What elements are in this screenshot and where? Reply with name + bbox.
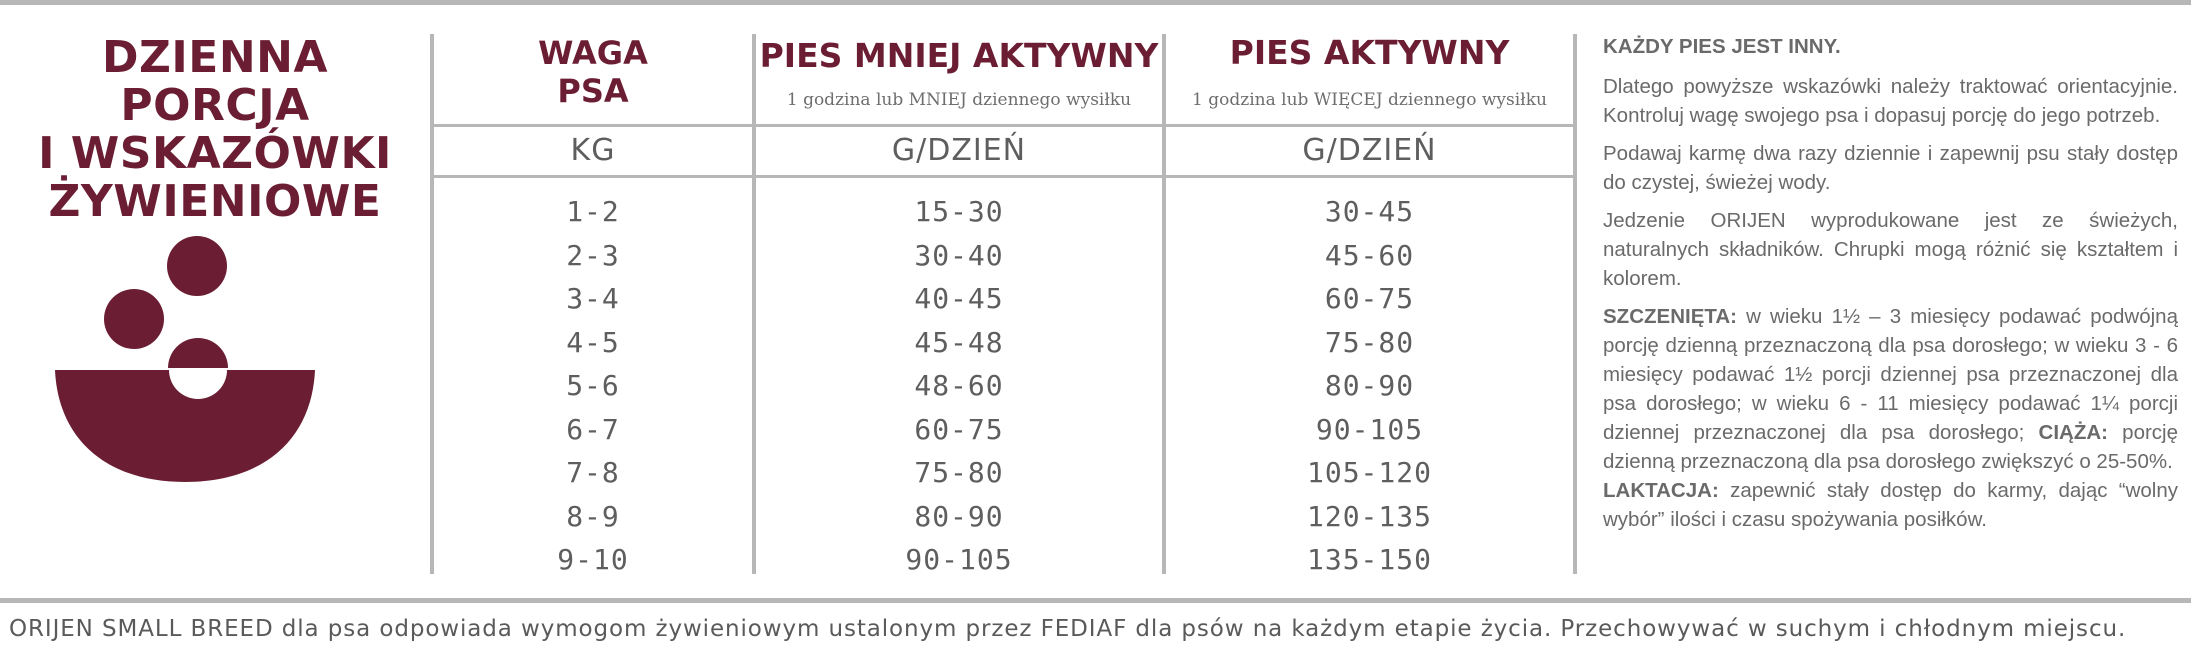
active-values xyxy=(1166,190,1573,582)
table-cell: 80-90 xyxy=(1324,369,1415,402)
bowl-with-kibble-icon xyxy=(50,232,320,487)
notes-panel xyxy=(1603,32,2178,543)
footer-note: ORIJEN SMALL BREED dla psa odpowiada wymogom żywieniowym ustalonym przez FEDIAF dla psów na każdym etapie życia. Przechowywać w suchym i chłodnym miejscu. xyxy=(9,616,2127,642)
less-active-unit: G/DZIEŃ xyxy=(891,133,1027,168)
table-cell: 60-75 xyxy=(914,412,1004,446)
lactation-label: LAKTACJA: xyxy=(1603,479,1719,502)
active-column-title: PIES AKTYWNY xyxy=(1229,33,1510,72)
table-cell: 135-150 xyxy=(1306,543,1432,576)
table-cell: 48-60 xyxy=(914,369,1004,402)
top-rule xyxy=(0,0,2191,5)
weight-unit: KG xyxy=(570,133,616,168)
puppies-label: SZCZENIĘTA: xyxy=(1603,305,1738,328)
header-divider xyxy=(432,124,1575,127)
table-divider-4 xyxy=(1573,34,1577,574)
table-cell: 2-3 xyxy=(566,238,620,272)
table-cell: 75-80 xyxy=(1324,325,1415,359)
table-cell: 120-135 xyxy=(1306,499,1432,533)
table-cell: 75-80 xyxy=(914,456,1004,489)
less-active-column-title: PIES MNIEJ AKTYWNY xyxy=(759,36,1159,75)
notes-title: KAŻDY PIES JEST INNY. xyxy=(1603,35,1841,58)
bottom-rule xyxy=(0,598,2191,603)
table-cell: 4-5 xyxy=(566,325,620,359)
table-cell: 60-75 xyxy=(1324,282,1415,315)
pregnancy-text: porcję dzienną przeznaczoną dla psa dorosłego zwiększyć o 25-50%. xyxy=(1603,421,2178,473)
notes-paragraph: Jedzenie ORIJEN wyprodukowane jest ze świeżych, naturalnych składników. Chrupki mogą różnić się kształtem i kolorem. xyxy=(1603,209,2178,290)
active-unit: G/DZIEŃ xyxy=(1302,133,1437,168)
weight-column-title: WAGA PSA xyxy=(538,34,648,110)
feeding-stages-paragraph xyxy=(1603,302,2178,534)
table-cell: 6-7 xyxy=(566,412,620,446)
pregnancy-label: CIĄŻA: xyxy=(2038,421,2108,444)
table-cell: 7-8 xyxy=(566,456,620,489)
table-cell: 9-10 xyxy=(557,543,629,576)
table-cell: 15-30 xyxy=(914,195,1004,228)
table-cell: 1-2 xyxy=(566,195,620,228)
table-cell: 80-90 xyxy=(914,499,1004,533)
table-cell: 3-4 xyxy=(566,282,620,315)
less-active-column-subtitle: 1 godzina lub MNIEJ dziennego wysiłku xyxy=(786,90,1132,110)
puppies-text: w wieku 1½ – 3 miesięcy podawać podwójną porcję dzienną przeznaczoną dla psa dorosłego; w wieku 3 - 6 miesięcy podawać 1½ porcji dziennej psa przeznaczonej dla psa dorosłego; w wieku 6 - 11 miesięcy podawać 1¼ porcji dziennej przeznaczonej dla psa dorosłego; xyxy=(1603,305,2178,444)
table-cell: 40-45 xyxy=(914,282,1004,315)
table-cell: 8-9 xyxy=(566,499,620,533)
table-cell: 30-45 xyxy=(1324,195,1415,228)
unit-divider xyxy=(432,175,1575,178)
page-title: DZIENNA PORCJA I WSKAZÓWKI ŻYWIENIOWE xyxy=(38,32,392,227)
table-cell: 45-60 xyxy=(1324,238,1415,272)
notes-paragraph: Podawaj karmę dwa razy dziennie i zapewnij psu stały dostęp do czystej, świeżej wody. xyxy=(1603,142,2178,194)
less-active-values xyxy=(756,190,1162,582)
table-cell: 105-120 xyxy=(1306,456,1432,489)
weight-values xyxy=(434,190,752,582)
active-column-subtitle: 1 godzina lub WIĘCEJ dziennego wysiłku xyxy=(1192,90,1547,110)
table-cell: 45-48 xyxy=(914,325,1004,359)
notes-paragraph: Dlatego powyższe wskazówki należy traktować orientacyjnie. Kontroluj wagę swojego psa i dopasuj porcję do jego potrzeb. xyxy=(1603,75,2178,127)
table-cell: 5-6 xyxy=(566,369,620,402)
lactation-text: zapewnić stały dostęp do karmy, dając “wolny wybór” ilości i czasu spożywania posiłków. xyxy=(1603,479,2178,531)
table-cell: 90-105 xyxy=(905,543,1013,576)
table-cell: 30-40 xyxy=(914,238,1004,272)
table-cell: 90-105 xyxy=(1315,412,1424,446)
